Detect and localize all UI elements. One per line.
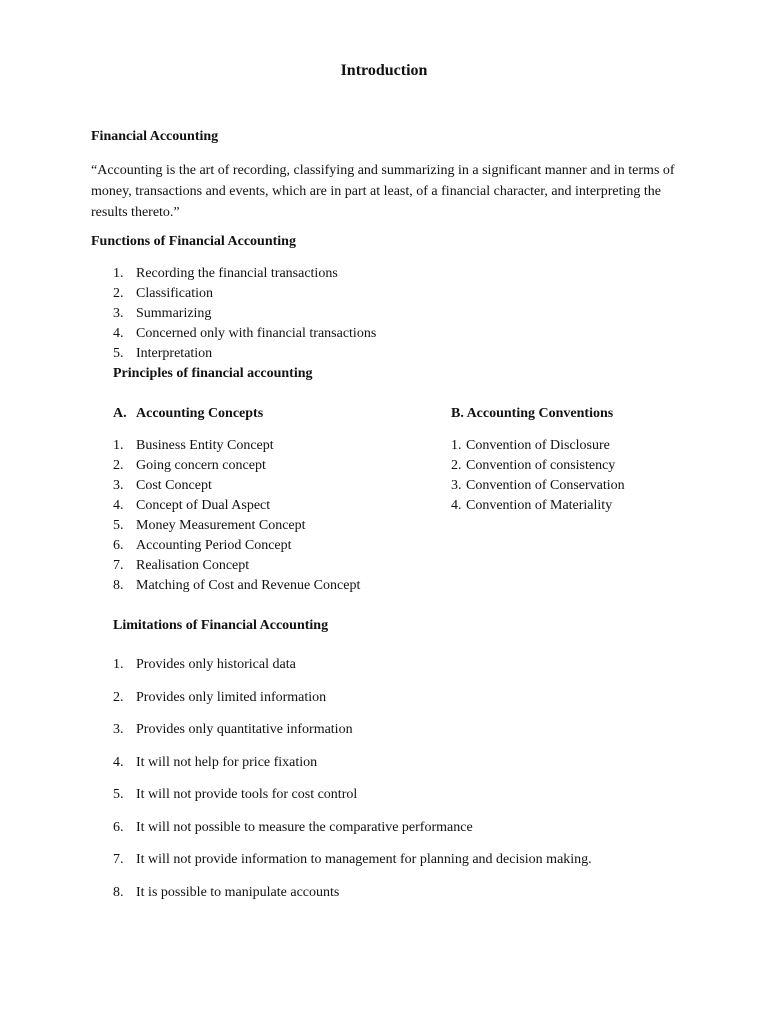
item-text: Going concern concept bbox=[136, 458, 266, 473]
item-number: 6. bbox=[113, 538, 124, 553]
item-number: 4. bbox=[451, 498, 462, 513]
item-number: 2. bbox=[113, 286, 124, 301]
item-text: It is possible to manipulate accounts bbox=[136, 884, 340, 900]
item-number: 1. bbox=[113, 438, 124, 453]
item-text: Business Entity Concept bbox=[136, 438, 274, 453]
item-text: It will not provide information to management for planning and decision making. bbox=[136, 852, 592, 867]
limitations-heading: Limitations of Financial Accounting bbox=[113, 618, 329, 633]
item-text: Cost Concept bbox=[136, 478, 212, 493]
item-number: 1. bbox=[451, 438, 462, 453]
item-text: Interpretation bbox=[136, 346, 213, 361]
item-number: 5. bbox=[113, 787, 124, 802]
item-text: Provides only historical data bbox=[136, 657, 296, 672]
item-number: 4. bbox=[113, 498, 124, 513]
item-text: Recording the financial transactions bbox=[136, 266, 338, 281]
item-number: 2. bbox=[113, 689, 124, 705]
functions-heading: Functions of Financial Accounting bbox=[91, 234, 296, 249]
item-number: 7. bbox=[113, 558, 124, 573]
item-number: 8. bbox=[113, 884, 124, 900]
item-text: Concept of Dual Aspect bbox=[136, 498, 271, 513]
item-text: It will not possible to measure the comparative performance bbox=[136, 819, 473, 835]
concepts-heading bbox=[113, 406, 264, 422]
item-number: 3. bbox=[113, 478, 124, 493]
item-text: Provides only limited information bbox=[136, 689, 327, 705]
item-number: 3. bbox=[451, 478, 462, 493]
item-number: 5. bbox=[113, 346, 124, 361]
principles-heading: Principles of financial accounting bbox=[113, 366, 313, 381]
financial-accounting-heading: Financial Accounting bbox=[91, 129, 219, 144]
concepts-heading-text: Accounting Concepts bbox=[136, 406, 264, 421]
item-number: 3. bbox=[113, 306, 124, 321]
item-number: 4. bbox=[113, 754, 124, 770]
item-number: 2. bbox=[113, 458, 124, 473]
item-number: 2. bbox=[451, 458, 462, 473]
definition-paragraph: “Accounting is the art of recording, classifying and summarizing in a significant manner and in terms of money, transactions and events, which are in part at least, of a financial character, and interpreting the results thereto.” bbox=[91, 163, 675, 220]
page-title: Introduction bbox=[340, 62, 428, 79]
item-text: Concerned only with financial transactions bbox=[136, 326, 377, 341]
item-text: It will not provide tools for cost control bbox=[136, 787, 358, 802]
concepts-label: A. bbox=[113, 406, 127, 421]
item-text: Convention of Materiality bbox=[466, 498, 613, 513]
item-text: Convention of Conservation bbox=[466, 478, 625, 493]
item-text: Realisation Concept bbox=[136, 558, 250, 573]
item-number: 8. bbox=[113, 578, 124, 593]
conventions-heading: B. Accounting Conventions bbox=[451, 406, 614, 421]
item-number: 3. bbox=[113, 722, 124, 737]
item-text: Convention of consistency bbox=[466, 458, 616, 473]
item-text: Convention of Disclosure bbox=[466, 438, 610, 453]
item-number: 1. bbox=[113, 657, 124, 672]
item-text: Provides only quantitative information bbox=[136, 722, 353, 737]
item-number: 6. bbox=[113, 819, 124, 835]
item-number: 1. bbox=[113, 266, 124, 281]
item-text: Summarizing bbox=[136, 306, 212, 321]
item-number: 7. bbox=[113, 852, 124, 867]
item-number: 4. bbox=[113, 326, 124, 341]
item-text: Matching of Cost and Revenue Concept bbox=[136, 578, 361, 593]
item-text: It will not help for price fixation bbox=[136, 754, 318, 770]
item-text: Classification bbox=[136, 286, 213, 301]
item-text: Money Measurement Concept bbox=[136, 518, 306, 533]
item-text: Accounting Period Concept bbox=[136, 538, 292, 553]
item-number: 5. bbox=[113, 518, 124, 533]
